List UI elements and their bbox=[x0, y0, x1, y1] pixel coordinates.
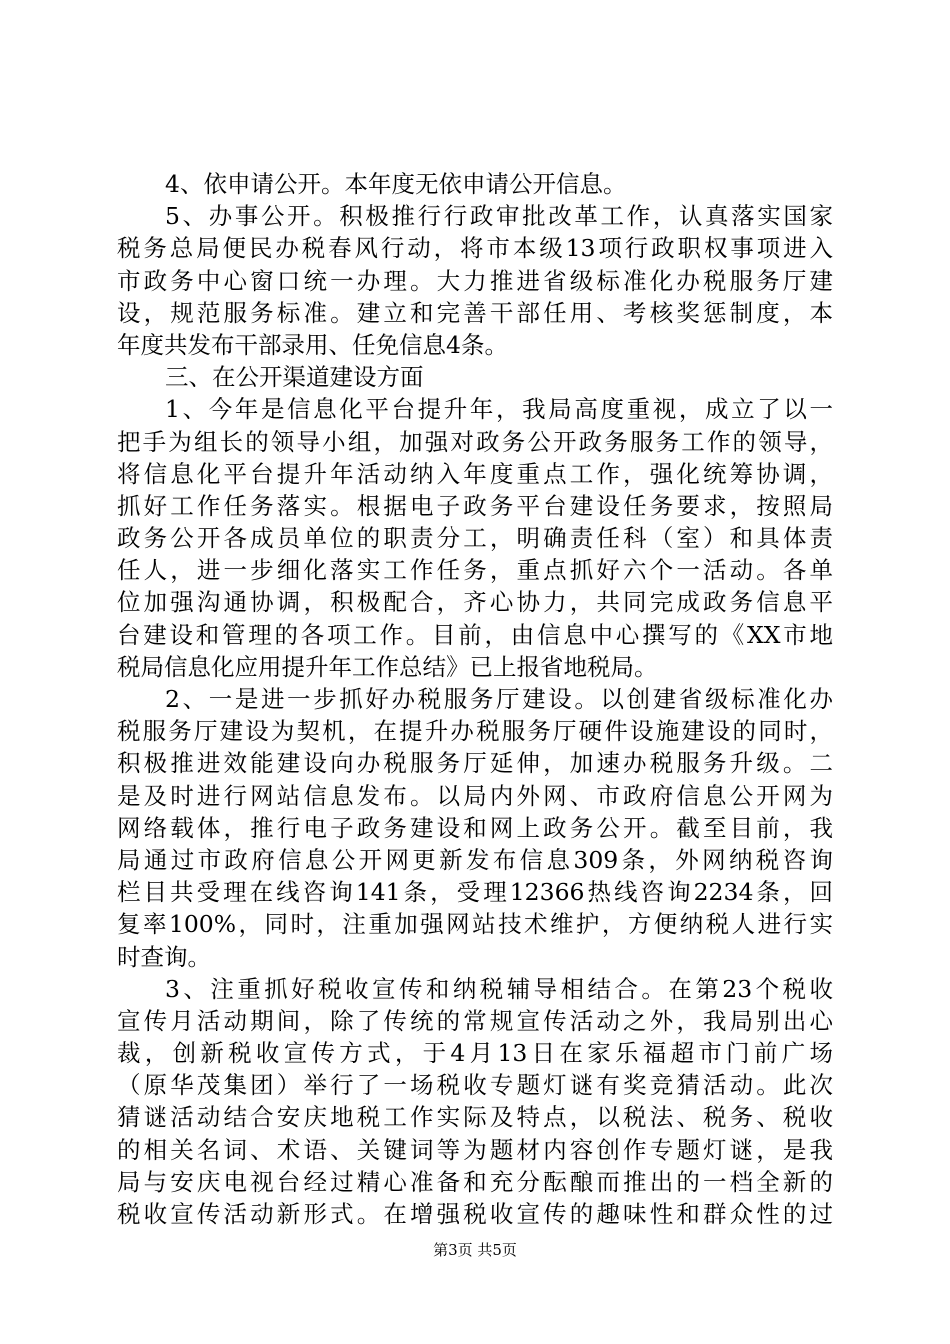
text-line: 三、在公开渠道建设方面 bbox=[165, 363, 424, 392]
document-body bbox=[117, 168, 833, 1230]
text-line: 政务公开各成员单位的职责分工，明确责任科（室）和具体责 bbox=[117, 524, 833, 553]
text-line: 1、今年是信息化平台提升年，我局高度重视，成立了以一 bbox=[165, 395, 833, 424]
text-line: 4、依申请公开。本年度无依申请公开信息。 bbox=[165, 170, 627, 198]
text-line: 网络载体，推行电子政务建设和网上政务公开。截至目前，我 bbox=[117, 813, 833, 842]
text-line: 栏目共受理在线咨询141条，受理12366热线咨询2234条，回 bbox=[117, 878, 833, 907]
text-line: 税服务厅建设为契机，在提升办税服务厅硬件设施建设的同时， bbox=[117, 717, 833, 746]
text-line: 积极推进效能建设向办税服务厅延伸，加速办税服务升级。二 bbox=[117, 749, 833, 778]
text-line: 市政务中心窗口统一办理。大力推进省级标准化办税服务厅建 bbox=[117, 266, 833, 295]
text-line: 设，规范服务标准。建立和完善干部任用、考核奖惩制度，本 bbox=[117, 298, 833, 327]
text-line: 3、注重抓好税收宣传和纳税辅导相结合。在第23个税收 bbox=[165, 974, 833, 1003]
text-line: 复率100%，同时，注重加强网站技术维护，方便纳税人进行实 bbox=[117, 910, 833, 939]
text-line: 位加强沟通协调，积极配合，齐心协力，共同完成政务信息平 bbox=[117, 588, 833, 617]
text-line: 将信息化平台提升年活动纳入年度重点工作，强化统筹协调， bbox=[117, 459, 833, 488]
text-line: 把手为组长的领导小组，加强对政务公开政务服务工作的领导， bbox=[117, 427, 833, 456]
text-line: 猜谜活动结合安庆地税工作实际及特点，以税法、税务、税收 bbox=[117, 1103, 833, 1132]
text-line: 台建设和管理的各项工作。目前，由信息中心撰写的《XX市地 bbox=[117, 620, 833, 649]
text-line: 宣传月活动期间，除了传统的常规宣传活动之外，我局别出心 bbox=[117, 1006, 833, 1035]
text-line: 税务总局便民办税春风行动，将市本级13项行政职权事项进入 bbox=[117, 234, 833, 263]
text-line: 税局信息化应用提升年工作总结》已上报省地税局。 bbox=[117, 652, 658, 681]
text-line: 局通过市政府信息公开网更新发布信息309条，外网纳税咨询 bbox=[117, 845, 833, 874]
text-line: 任人，进一步细化落实工作任务，重点抓好六个一活动。各单 bbox=[117, 556, 833, 585]
text-line: 抓好工作任务落实。根据电子政务平台建设任务要求，按照局 bbox=[117, 491, 833, 520]
text-line: 2、一是进一步抓好办税服务厅建设。以创建省级标准化办 bbox=[165, 685, 833, 713]
text-line: 是及时进行网站信息发布。以局内外网、市政府信息公开网为 bbox=[117, 781, 833, 810]
text-line: 裁，创新税收宣传方式，于4月13日在家乐福超市门前广场 bbox=[117, 1039, 833, 1068]
text-line: 5、办事公开。积极推行行政审批改革工作，认真落实国家 bbox=[165, 202, 833, 231]
text-line: （原华茂集团）举行了一场税收专题灯谜有奖竞猜活动。此次 bbox=[117, 1071, 833, 1100]
text-line: 的相关名词、术语、关键词等为题材内容创作专题灯谜，是我 bbox=[117, 1135, 833, 1164]
text-line: 税收宣传活动新形式。在增强税收宣传的趣味性和群众性的过 bbox=[117, 1200, 833, 1228]
text-line: 局与安庆电视台经过精心准备和充分酝酿而推出的一档全新的 bbox=[117, 1167, 833, 1196]
text-line: 时查询。 bbox=[117, 942, 211, 971]
text-line: 年度共发布干部录用、任免信息4条。 bbox=[117, 330, 508, 359]
page-footer: 第3页 共5页 bbox=[433, 1241, 517, 1259]
